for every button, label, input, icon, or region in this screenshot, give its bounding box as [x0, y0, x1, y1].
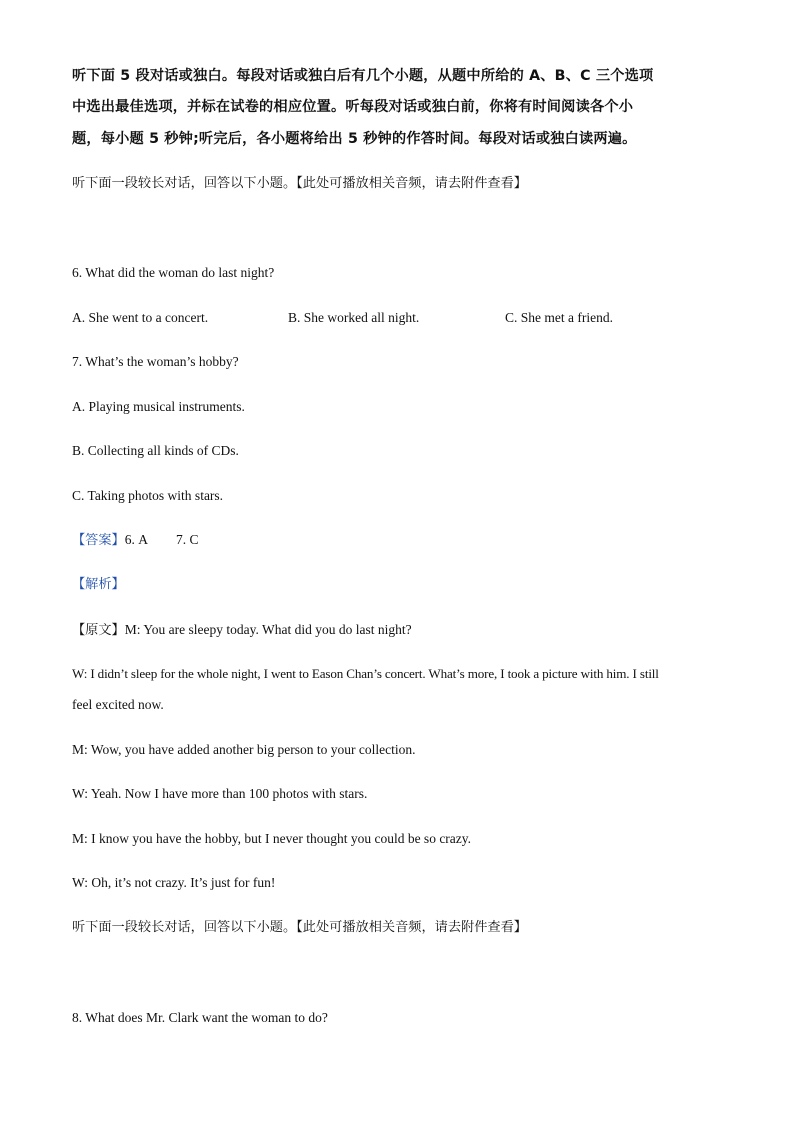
analysis-row	[72, 575, 732, 594]
question-6-option-a: A. She went to a concert.	[72, 310, 209, 325]
question-6-option-c: C. She met a friend.	[505, 310, 613, 325]
question-6-stem: 6. What did the woman do last night?	[72, 265, 275, 280]
transcript-line-6: W: Oh, it’s not crazy. It’s just for fun!	[72, 875, 276, 890]
answer-row	[72, 531, 732, 550]
transcript-line-4: W: Yeah. Now I have more than 100 photos with stars.	[72, 786, 368, 801]
answer-6: 6. A	[124, 532, 148, 547]
transcript-label: 【原文】	[72, 623, 125, 638]
question-8-stem: 8. What does Mr. Clark want the woman to do?	[72, 1010, 328, 1025]
question-7-option-b: B. Collecting all kinds of CDs.	[72, 443, 239, 458]
question-7-option-a: A. Playing musical instruments.	[72, 399, 245, 414]
instructions-line-2: 中选出最佳选项，并标在试卷的相应位置。听每段对话或独白前，你将有时间阅读各个小	[72, 99, 634, 115]
transcript-text-1: M: You are sleepy today. What did you do last night?	[124, 622, 412, 637]
analysis-label: 【解析】	[72, 577, 125, 592]
question-7-stem: 7. What’s the woman’s hobby?	[72, 354, 239, 369]
instructions-line-1: 听下面 5 段对话或独白。每段对话或独白后有几个小题，从题中所给的 A、B、C 三个选项	[72, 68, 654, 84]
transcript-line-5: M: I know you have the hobby, but I never thought you could be so crazy.	[72, 831, 472, 846]
instructions-line-3: 题，每小题 5 秒钟;听完后，各小题将给出 5 秒钟的作答时间。每段对话或独白读两遍。	[72, 131, 637, 147]
section2-prompt: 听下面一段较长对话，回答以下小题。【此处可播放相关音频，请去附件查看】	[72, 920, 527, 935]
answer-7: 7. C	[176, 532, 199, 547]
transcript-line-1	[72, 621, 732, 640]
section1-prompt: 听下面一段较长对话，回答以下小题。【此处可播放相关音频，请去附件查看】	[72, 176, 527, 191]
question-7-option-c: C. Taking photos with stars.	[72, 488, 224, 503]
transcript-line-3: M: Wow, you have added another big person to your collection.	[72, 742, 416, 757]
question-6-option-b: B. She worked all night.	[288, 310, 420, 325]
transcript-line-2b: feel excited now.	[72, 697, 164, 712]
transcript-line-2a: W: I didn’t sleep for the whole night, I went to Eason Chan’s concert. What’s more, I took a picture with him. I still	[72, 666, 659, 681]
answer-label: 【答案】	[72, 533, 125, 548]
